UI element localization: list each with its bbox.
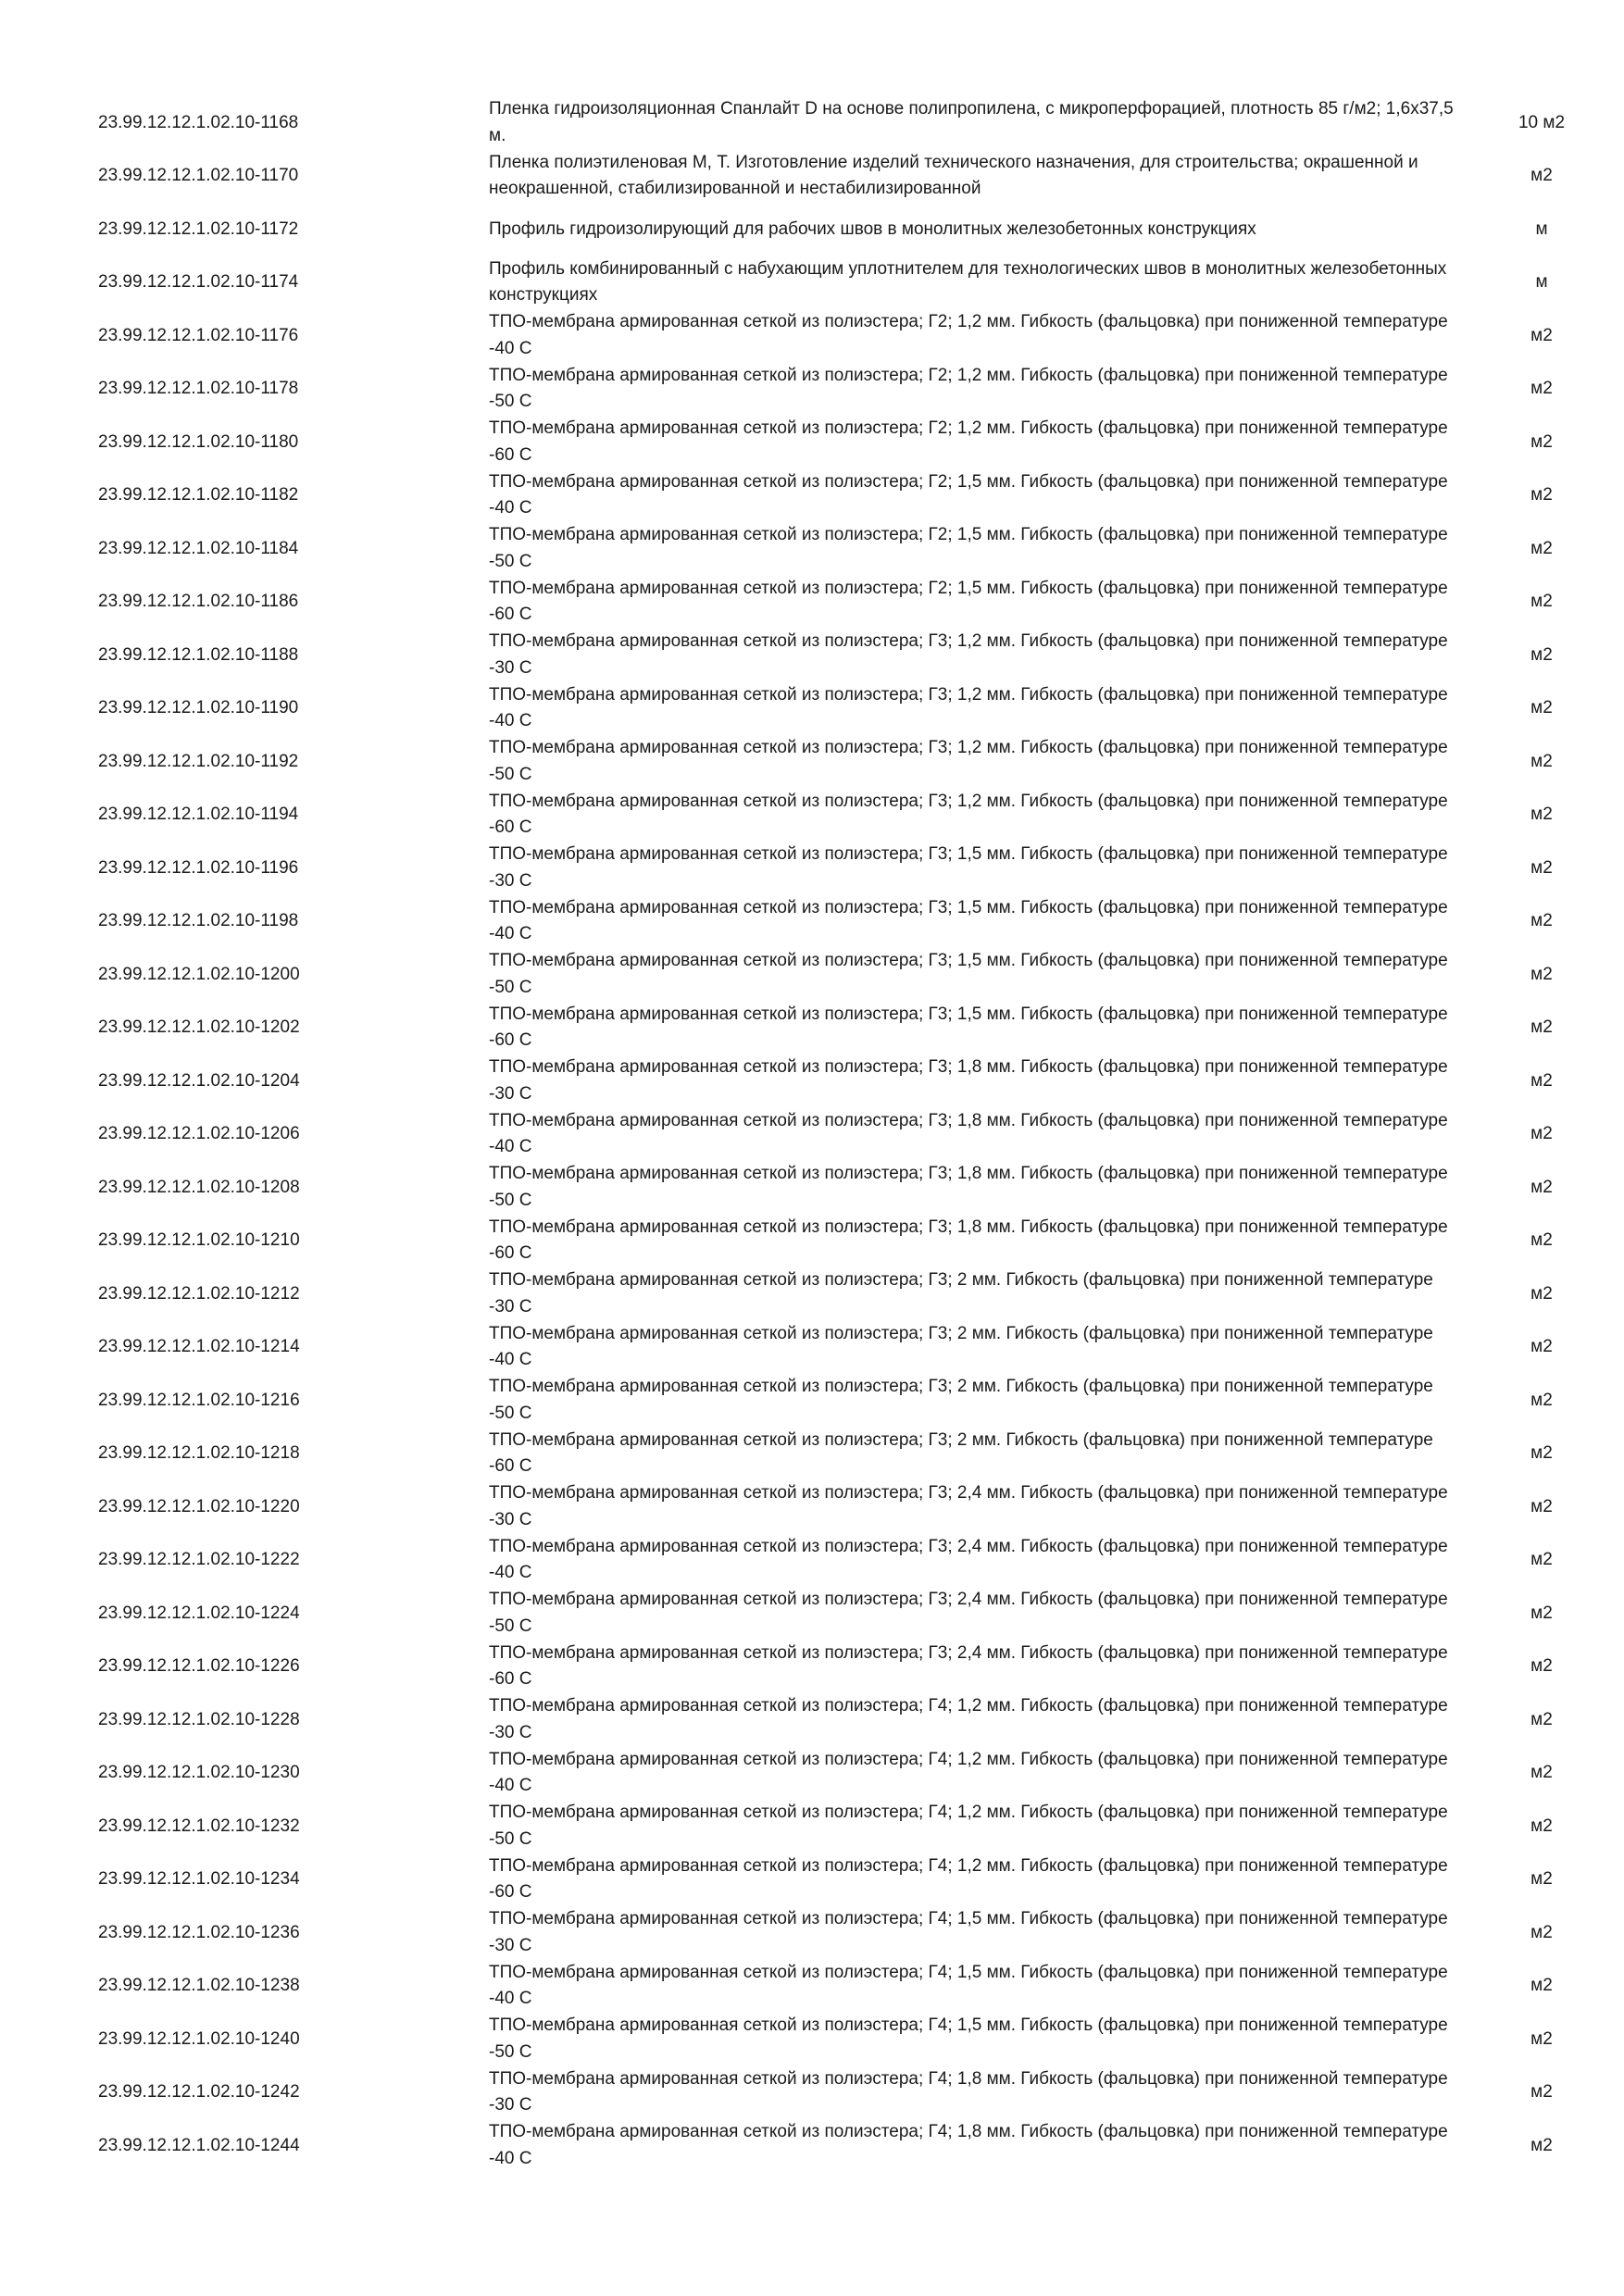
description-text: ТПО-мембрана армированная сеткой из полиэстера; Г3; 2,4 мм. Гибкость (фальцовка) при пониженной температуре -40 С	[489, 1536, 1448, 1583]
description-text: ТПО-мембрана армированная сеткой из полиэстера; Г4; 1,2 мм. Гибкость (фальцовка) при пониженной температуре -60 С	[489, 1855, 1448, 1903]
table-row	[0, 363, 1624, 417]
code-cell: 23.99.12.12.1.02.10-1234	[98, 1869, 300, 1890]
unit-cell: м2	[1530, 644, 1553, 665]
description-text: ТПО-мембрана армированная сеткой из полиэстера; Г4; 1,2 мм. Гибкость (фальцовка) при пониженной температуре -40 С	[489, 1749, 1448, 1796]
description-cell	[489, 1108, 1461, 1162]
code-cell: 23.99.12.12.1.02.10-1180	[98, 431, 299, 452]
code-cell: 23.99.12.12.1.02.10-1168	[98, 112, 299, 132]
unit-cell: м2	[1530, 964, 1553, 984]
table-row	[0, 1267, 1624, 1321]
description-cell	[489, 1428, 1461, 1481]
unit-cell: м2	[1530, 1656, 1553, 1677]
unit-cell: м2	[1530, 805, 1553, 825]
description-text: ТПО-мембрана армированная сеткой из полиэстера; Г3; 1,2 мм. Гибкость (фальцовка) при пониженной температуре -60 С	[489, 791, 1448, 838]
table-row	[0, 522, 1624, 576]
table-row	[0, 1906, 1624, 1960]
description-text: ТПО-мембрана армированная сеткой из полиэстера; Г4; 1,8 мм. Гибкость (фальцовка) при пониженной температуре -40 С	[489, 2122, 1448, 2168]
code-cell: 23.99.12.12.1.02.10-1196	[98, 857, 299, 878]
unit-cell: м2	[1530, 1496, 1553, 1516]
unit-cell: м2	[1530, 538, 1553, 558]
description-text: ТПО-мембрана армированная сеткой из полиэстера; Г3; 1,8 мм. Гибкость (фальцовка) при пониженной температуре -30 С	[489, 1057, 1448, 1104]
code-cell: 23.99.12.12.1.02.10-1222	[98, 1550, 300, 1570]
description-cell	[489, 256, 1461, 310]
description-text: ТПО-мембрана армированная сеткой из полиэстера; Г3; 1,5 мм. Гибкость (фальцовка) при пониженной температуре -60 С	[489, 1004, 1448, 1051]
table-row	[0, 1108, 1624, 1162]
description-cell	[489, 1267, 1461, 1321]
code-cell: 23.99.12.12.1.02.10-1178	[98, 379, 299, 399]
description-text: ТПО-мембрана армированная сеткой из полиэстера; Г3; 1,8 мм. Гибкость (фальцовка) при пониженной температуре -60 С	[489, 1217, 1448, 1264]
code-cell: 23.99.12.12.1.02.10-1172	[98, 218, 299, 239]
table-row	[0, 1534, 1624, 1588]
code-cell: 23.99.12.12.1.02.10-1190	[98, 698, 299, 718]
description-cell	[489, 789, 1461, 842]
code-cell: 23.99.12.12.1.02.10-1232	[98, 1816, 300, 1836]
table-row	[0, 1480, 1624, 1534]
unit-cell: м2	[1530, 1976, 1553, 1996]
description-cell	[489, 2119, 1461, 2173]
table-row	[0, 1747, 1624, 1801]
description-text: ТПО-мембрана армированная сеткой из полиэстера; Г4; 1,5 мм. Гибкость (фальцовка) при пониженной температуре -40 С	[489, 1962, 1448, 2009]
code-cell: 23.99.12.12.1.02.10-1242	[98, 2082, 300, 2103]
table-row	[0, 2013, 1624, 2066]
unit-cell: м2	[1530, 431, 1553, 452]
table-row	[0, 948, 1624, 1002]
table-row	[0, 682, 1624, 736]
table-row	[0, 1374, 1624, 1428]
description-cell	[489, 203, 1461, 256]
description-cell	[489, 1321, 1461, 1375]
table-row	[0, 150, 1624, 204]
unit-cell: м2	[1530, 379, 1553, 399]
table-row	[0, 203, 1624, 256]
unit-cell: м2	[1530, 1230, 1553, 1251]
description-text: ТПО-мембрана армированная сеткой из полиэстера; Г3; 1,5 мм. Гибкость (фальцовка) при пониженной температуре -40 С	[489, 897, 1448, 944]
description-cell	[489, 1480, 1461, 1534]
unit-cell: м2	[1530, 2028, 1553, 2049]
description-cell	[489, 416, 1461, 469]
table-row	[0, 842, 1624, 895]
description-text: ТПО-мембрана армированная сеткой из полиэстера; Г3; 2 мм. Гибкость (фальцовка) при пониженной температуре -60 С	[489, 1429, 1433, 1477]
unit-cell: м2	[1530, 592, 1553, 612]
table-row	[0, 1800, 1624, 1853]
code-cell: 23.99.12.12.1.02.10-1240	[98, 2028, 300, 2049]
code-cell: 23.99.12.12.1.02.10-1238	[98, 1976, 300, 1996]
table-row	[0, 1428, 1624, 1481]
description-text: Профиль гидроизолирующий для рабочих швов в монолитных железобетонных конструкциях	[489, 218, 1256, 239]
description-text: Пленка полиэтиленовая М, Т. Изготовление изделий технического назначения, для строительства; окрашенной и неокрашенной, стабилизированной и нестабилизированной	[489, 152, 1418, 199]
description-cell	[489, 682, 1461, 736]
code-cell: 23.99.12.12.1.02.10-1214	[98, 1337, 300, 1357]
description-text: ТПО-мембрана армированная сеткой из полиэстера; Г2; 1,2 мм. Гибкость (фальцовка) при пониженной температуре -40 С	[489, 312, 1448, 358]
code-cell: 23.99.12.12.1.02.10-1218	[98, 1443, 300, 1464]
unit-cell: м2	[1530, 1017, 1553, 1038]
description-text: ТПО-мембрана армированная сеткой из полиэстера; Г3; 1,2 мм. Гибкость (фальцовка) при пониженной температуре -50 С	[489, 738, 1448, 784]
description-text: ТПО-мембрана армированная сеткой из полиэстера; Г2; 1,2 мм. Гибкость (фальцовка) при пониженной температуре -50 С	[489, 365, 1448, 412]
description-cell	[489, 948, 1461, 1002]
description-cell	[489, 1693, 1461, 1747]
description-cell	[489, 895, 1461, 949]
table-row	[0, 895, 1624, 949]
table-row	[0, 1321, 1624, 1375]
unit-cell: м2	[1530, 1816, 1553, 1836]
description-text: ТПО-мембрана армированная сеткой из полиэстера; Г3; 2,4 мм. Гибкость (фальцовка) при пониженной температуре -50 С	[489, 1590, 1448, 1636]
unit-cell: м2	[1530, 1550, 1553, 1570]
code-cell: 23.99.12.12.1.02.10-1206	[98, 1124, 300, 1144]
table-row	[0, 1054, 1624, 1108]
description-cell	[489, 150, 1461, 204]
code-cell: 23.99.12.12.1.02.10-1198	[98, 911, 299, 931]
unit-cell: м2	[1530, 1922, 1553, 1942]
code-cell: 23.99.12.12.1.02.10-1176	[98, 325, 299, 345]
code-cell: 23.99.12.12.1.02.10-1188	[98, 644, 299, 665]
description-cell	[489, 1853, 1461, 1907]
description-cell	[489, 1054, 1461, 1108]
code-cell: 23.99.12.12.1.02.10-1204	[98, 1070, 300, 1091]
unit-cell: м2	[1530, 2135, 1553, 2155]
description-text: ТПО-мембрана армированная сеткой из полиэстера; Г3; 2 мм. Гибкость (фальцовка) при пониженной температуре -50 С	[489, 1377, 1433, 1423]
unit-cell: м2	[1530, 1177, 1553, 1197]
unit-cell: м2	[1530, 1337, 1553, 1357]
table-row	[0, 735, 1624, 789]
unit-cell: м2	[1530, 751, 1553, 771]
description-text: ТПО-мембрана армированная сеткой из полиэстера; Г4; 1,5 мм. Гибкость (фальцовка) при пониженной температуре -30 С	[489, 1909, 1448, 1955]
description-text: ТПО-мембрана армированная сеткой из полиэстера; Г2; 1,2 мм. Гибкость (фальцовка) при пониженной температуре -60 С	[489, 418, 1448, 465]
description-cell	[489, 2013, 1461, 2066]
description-text: ТПО-мембрана армированная сеткой из полиэстера; Г3; 1,8 мм. Гибкость (фальцовка) при пониженной температуре -50 С	[489, 1164, 1448, 1210]
description-text: ТПО-мембрана армированная сеткой из полиэстера; Г3; 1,8 мм. Гибкость (фальцовка) при пониженной температуре -40 С	[489, 1110, 1448, 1157]
code-cell: 23.99.12.12.1.02.10-1186	[98, 592, 299, 612]
code-table	[0, 96, 1624, 2173]
description-text: ТПО-мембрана армированная сеткой из полиэстера; Г3; 1,2 мм. Гибкость (фальцовка) при пониженной температуре -40 С	[489, 684, 1448, 731]
unit-cell: м2	[1530, 1709, 1553, 1729]
code-cell: 23.99.12.12.1.02.10-1194	[98, 805, 299, 825]
description-cell	[489, 469, 1461, 523]
description-cell	[489, 522, 1461, 576]
unit-cell: м	[1535, 218, 1548, 239]
description-cell	[489, 1374, 1461, 1428]
table-row	[0, 2119, 1624, 2173]
description-cell	[489, 1534, 1461, 1588]
code-cell: 23.99.12.12.1.02.10-1216	[98, 1390, 300, 1410]
table-row	[0, 1641, 1624, 1694]
description-cell	[489, 1641, 1461, 1694]
code-cell: 23.99.12.12.1.02.10-1230	[98, 1763, 300, 1783]
code-cell: 23.99.12.12.1.02.10-1212	[98, 1283, 300, 1304]
code-cell: 23.99.12.12.1.02.10-1226	[98, 1656, 300, 1677]
description-cell	[489, 1587, 1461, 1641]
description-cell	[489, 735, 1461, 789]
description-text: ТПО-мембрана армированная сеткой из полиэстера; Г2; 1,5 мм. Гибкость (фальцовка) при пониженной температуре -60 С	[489, 578, 1448, 625]
unit-cell: м2	[1530, 1603, 1553, 1623]
table-row	[0, 416, 1624, 469]
description-cell	[489, 1002, 1461, 1055]
table-row	[0, 789, 1624, 842]
description-text: Пленка гидроизоляционная Спанлайт D на основе полипропилена, с микроперфорацией, плотность 85 г/м2; 1,6х37,5 м.	[489, 99, 1454, 145]
code-cell: 23.99.12.12.1.02.10-1220	[98, 1496, 300, 1516]
table-row	[0, 2066, 1624, 2120]
description-cell	[489, 1747, 1461, 1801]
description-cell	[489, 1215, 1461, 1268]
unit-cell: м2	[1530, 1283, 1553, 1304]
unit-cell: м2	[1530, 857, 1553, 878]
unit-cell: м2	[1530, 1869, 1553, 1890]
description-cell	[489, 309, 1461, 363]
description-cell	[489, 842, 1461, 895]
description-cell	[489, 2066, 1461, 2120]
unit-cell: м2	[1530, 1070, 1553, 1091]
description-text: ТПО-мембрана армированная сеткой из полиэстера; Г3; 2 мм. Гибкость (фальцовка) при пониженной температуре -40 С	[489, 1323, 1433, 1370]
unit-cell: м2	[1530, 485, 1553, 505]
description-cell	[489, 1960, 1461, 2014]
description-text: ТПО-мембрана армированная сеткой из полиэстера; Г4; 1,2 мм. Гибкость (фальцовка) при пониженной температуре -50 С	[489, 1803, 1448, 1849]
description-text: ТПО-мембрана армированная сеткой из полиэстера; Г3; 2 мм. Гибкость (фальцовка) при пониженной температуре -30 С	[489, 1270, 1433, 1316]
code-cell: 23.99.12.12.1.02.10-1236	[98, 1922, 300, 1942]
table-row	[0, 469, 1624, 523]
unit-cell: м2	[1530, 911, 1553, 931]
code-cell: 23.99.12.12.1.02.10-1182	[98, 485, 299, 505]
table-row	[0, 1161, 1624, 1215]
code-cell: 23.99.12.12.1.02.10-1184	[98, 538, 299, 558]
description-text: ТПО-мембрана армированная сеткой из полиэстера; Г3; 1,5 мм. Гибкость (фальцовка) при пониженной температуре -30 С	[489, 844, 1448, 891]
description-cell	[489, 1161, 1461, 1215]
unit-cell: м2	[1530, 166, 1553, 186]
description-text: ТПО-мембрана армированная сеткой из полиэстера; Г4; 1,5 мм. Гибкость (фальцовка) при пониженной температуре -50 С	[489, 2015, 1448, 2062]
code-cell: 23.99.12.12.1.02.10-1224	[98, 1603, 300, 1623]
description-text: ТПО-мембрана армированная сеткой из полиэстера; Г4; 1,8 мм. Гибкость (фальцовка) при пониженной температуре -30 С	[489, 2068, 1448, 2115]
description-text: Профиль комбинированный с набухающим уплотнителем для технологических швов в монолитных железобетонных конструкциях	[489, 258, 1447, 306]
table-row	[0, 1960, 1624, 2014]
description-cell	[489, 96, 1461, 150]
unit-cell: м2	[1530, 325, 1553, 345]
code-cell: 23.99.12.12.1.02.10-1174	[98, 272, 299, 293]
description-cell	[489, 576, 1461, 630]
unit-cell: м	[1535, 272, 1548, 293]
description-text: ТПО-мембрана армированная сеткой из полиэстера; Г3; 2,4 мм. Гибкость (фальцовка) при пониженной температуре -60 С	[489, 1642, 1448, 1690]
table-row	[0, 1215, 1624, 1268]
unit-cell: м2	[1530, 698, 1553, 718]
table-row	[0, 309, 1624, 363]
code-cell: 23.99.12.12.1.02.10-1192	[98, 751, 299, 771]
code-cell: 23.99.12.12.1.02.10-1244	[98, 2135, 300, 2155]
table-row	[0, 1853, 1624, 1907]
description-text: ТПО-мембрана армированная сеткой из полиэстера; Г3; 2,4 мм. Гибкость (фальцовка) при пониженной температуре -30 С	[489, 1483, 1448, 1529]
unit-cell: м2	[1530, 2082, 1553, 2103]
table-row	[0, 256, 1624, 310]
table-row	[0, 96, 1624, 150]
table-row	[0, 1587, 1624, 1641]
description-cell	[489, 1800, 1461, 1853]
table-row	[0, 1693, 1624, 1747]
code-cell: 23.99.12.12.1.02.10-1208	[98, 1177, 300, 1197]
code-cell: 23.99.12.12.1.02.10-1228	[98, 1709, 300, 1729]
description-cell	[489, 1906, 1461, 1960]
unit-cell: м2	[1530, 1763, 1553, 1783]
description-text: ТПО-мембрана армированная сеткой из полиэстера; Г3; 1,2 мм. Гибкость (фальцовка) при пониженной температуре -30 С	[489, 631, 1448, 678]
unit-cell: 10 м2	[1518, 112, 1566, 132]
description-text: ТПО-мембрана армированная сеткой из полиэстера; Г2; 1,5 мм. Гибкость (фальцовка) при пониженной температуре -50 С	[489, 525, 1448, 571]
description-cell	[489, 629, 1461, 682]
unit-cell: м2	[1530, 1443, 1553, 1464]
table-row	[0, 1002, 1624, 1055]
code-cell: 23.99.12.12.1.02.10-1170	[98, 166, 299, 186]
description-text: ТПО-мембрана армированная сеткой из полиэстера; Г2; 1,5 мм. Гибкость (фальцовка) при пониженной температуре -40 С	[489, 471, 1448, 518]
unit-cell: м2	[1530, 1124, 1553, 1144]
description-text: ТПО-мембрана армированная сеткой из полиэстера; Г3; 1,5 мм. Гибкость (фальцовка) при пониженной температуре -50 С	[489, 951, 1448, 997]
description-cell	[489, 363, 1461, 417]
description-text: ТПО-мембрана армированная сеткой из полиэстера; Г4; 1,2 мм. Гибкость (фальцовка) при пониженной температуре -30 С	[489, 1696, 1448, 1742]
table-row	[0, 576, 1624, 630]
unit-cell: м2	[1530, 1390, 1553, 1410]
code-cell: 23.99.12.12.1.02.10-1210	[98, 1230, 300, 1251]
table-row	[0, 629, 1624, 682]
code-cell: 23.99.12.12.1.02.10-1202	[98, 1017, 300, 1038]
code-cell: 23.99.12.12.1.02.10-1200	[98, 964, 300, 984]
